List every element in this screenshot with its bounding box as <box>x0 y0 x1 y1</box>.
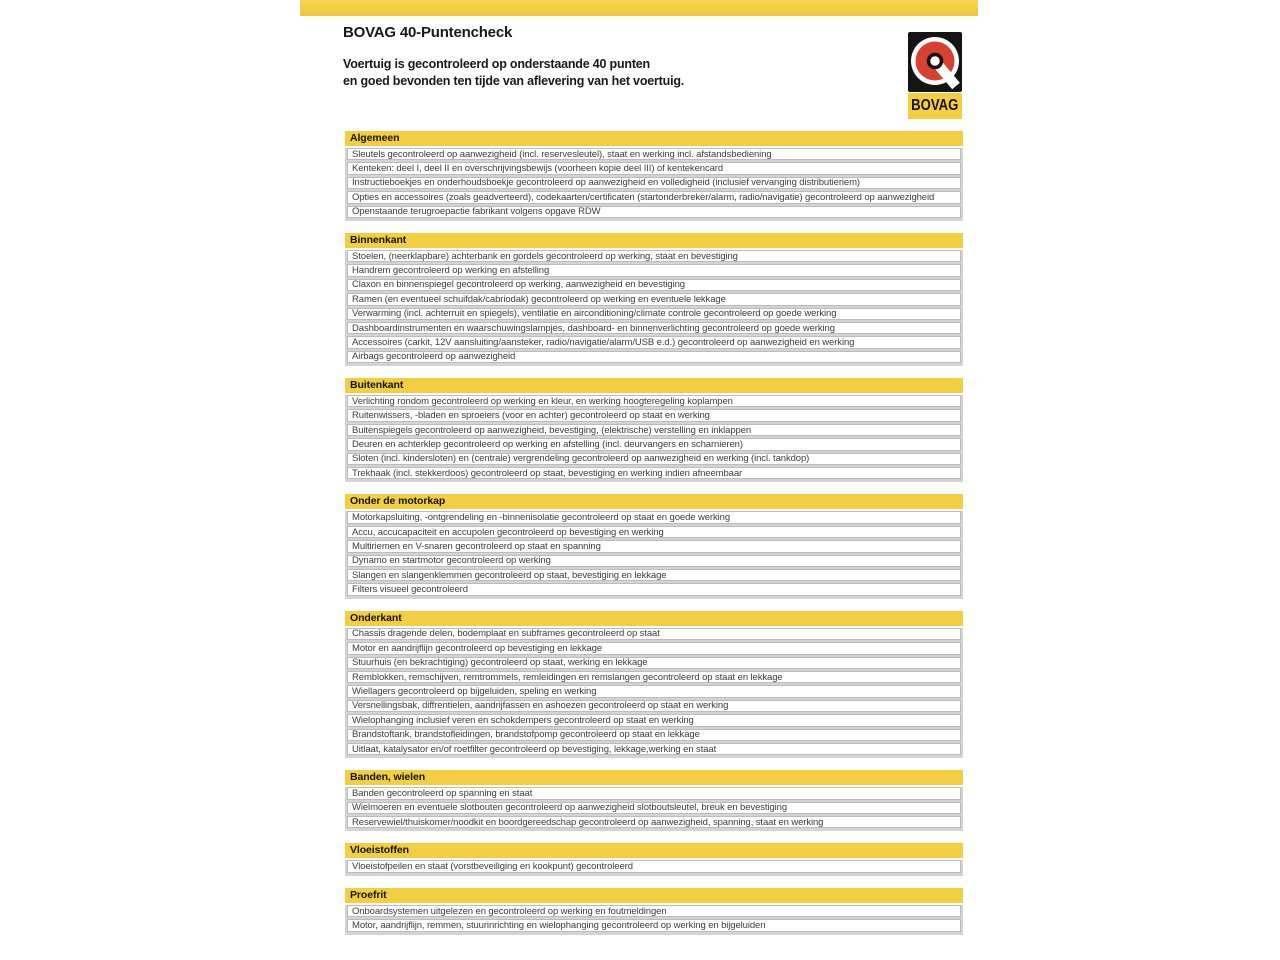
section-header: Algemeen <box>345 131 963 146</box>
checklist-item: Opties en accessoires (zoals geadverteerd), codekaarten/certificaten (startonderbreker/alarm, radio/navigatie) gecontroleerd op aanwezigheid <box>347 191 961 203</box>
section-header: Buitenkant <box>345 378 963 393</box>
checklist-item: Uitlaat, katalysator en/of roetfilter gecontroleerd op bevestiging, lekkage,werking en staat <box>347 743 961 755</box>
checklist-section <box>345 233 963 366</box>
checklist-item: Motor, aandrijflijn, remmen, stuurinrichting en wielophanging gecontroleerd op werking en bijgeluiden <box>347 919 961 931</box>
bovag-logo-wordmark <box>908 93 962 119</box>
checklist-section <box>345 611 963 759</box>
checklist-item: Brandstoftank, brandstofleidingen, brandstofpomp gecontroleerd op staat en lekkage <box>347 729 961 741</box>
section-rows <box>345 250 963 366</box>
checklist-item: Onboardsystemen uitgelezen en gecontroleerd op werking en foutmeldingen <box>347 905 961 917</box>
checklist-item: Multiriemen en V-snaren gecontroleerd op staat en spanning <box>347 540 961 552</box>
checklist-item: Handrem gecontroleerd op werking en afstelling <box>347 264 961 276</box>
checklist-item: Deuren en achterklep gecontroleerd op werking en afstelling (incl. deurvangers en scharnieren) <box>347 438 961 450</box>
checklist-item: Stoelen, (neerklapbare) achterbank en gordels gecontroleerd op werking, staat en bevestiging <box>347 250 961 262</box>
checklist-item: Motor en aandrijflijn gecontroleerd op bevestiging en lekkage <box>347 642 961 654</box>
section-header: Onderkant <box>345 611 963 626</box>
checklist-item: Openstaande terugroepactie fabrikant volgens opgave RDW <box>347 206 961 218</box>
checklist-item: Slangen en slangenklemmen gecontroleerd op staat, bevestiging en lekkage <box>347 569 961 581</box>
section-rows <box>345 860 963 875</box>
checklist-section <box>345 770 963 831</box>
section-rows <box>345 628 963 759</box>
checklist-item: Motorkapsluiting, -ontgrendeling en -binnenisolatie gecontroleerd op staat en goede werking <box>347 511 961 523</box>
checklist <box>345 131 963 947</box>
checklist-section <box>345 378 963 482</box>
section-header: Vloeistoffen <box>345 843 963 858</box>
page-subtitle <box>343 56 684 89</box>
bovag-logo-icon <box>908 32 962 92</box>
checklist-item: Ramen (en eventueel schuifdak/cabriodak) gecontroleerd op werking en eventuele lekkage <box>347 293 961 305</box>
checklist-section <box>345 843 963 875</box>
checklist-item: Remblokken, remschijven, remtrommels, remleidingen en remslangen gecontroleerd op staat en lekkage <box>347 671 961 683</box>
checklist-item: Chassis dragende delen, bodemplaat en subframes gecontroleerd op staat <box>347 628 961 640</box>
section-rows <box>345 511 963 598</box>
checklist-item: Banden gecontroleerd op spanning en staat <box>347 787 961 799</box>
checklist-item: Wielophanging inclusief veren en schokdempers gecontroleerd op staat en werking <box>347 714 961 726</box>
checklist-item: Stuurhuis (en bekrachtiging) gecontroleerd op staat, werking en lekkage <box>347 657 961 669</box>
checklist-item: Accu, accucapaciteit en accupolen gecontroleerd op bevestiging en werking <box>347 526 961 538</box>
checklist-item: Ruitenwissers, -bladen en sproeiers (voor en achter) gecontroleerd op staat en werking <box>347 409 961 421</box>
top-accent-bar <box>300 0 978 16</box>
checklist-section <box>345 888 963 935</box>
section-rows <box>345 148 963 221</box>
checklist-item: Kenteken: deel I, deel II en overschrijvingsbewijs (voorheen kopie deel III) of kentekencard <box>347 162 961 174</box>
checklist-section <box>345 131 963 221</box>
checklist-section <box>345 494 963 598</box>
checklist-item: Verlichting rondom gecontroleerd op werking en kleur, en werking hoogteregeling koplampen <box>347 395 961 407</box>
checklist-item: Dynamo en startmotor gecontroleerd op werking <box>347 555 961 567</box>
page-title: BOVAG 40-Puntencheck <box>343 24 513 41</box>
section-rows <box>345 395 963 482</box>
checklist-item: Dashboardinstrumenten en waarschuwingslampjes, dashboard- en binnenverlichting gecontroleerd op goede werking <box>347 322 961 334</box>
bovag-logo <box>908 32 962 119</box>
checklist-item: Versnellingsbak, diffrentielen, aandrijfassen en ashoezen gecontroleerd op staat en werking <box>347 700 961 712</box>
section-header: Onder de motorkap <box>345 494 963 509</box>
checklist-item: Sloten (incl. kindersloten) en (centrale) vergrendeling gecontroleerd op aanwezigheid en werking (incl. tankdop) <box>347 453 961 465</box>
page-subtitle-line2: en goed bevonden ten tijde van aflevering van het voertuig. <box>343 73 685 88</box>
checklist-item: Buitenspiegels gecontroleerd op aanwezigheid, bevestiging, (elektrische) verstelling en inklappen <box>347 424 961 436</box>
section-header: Banden, wielen <box>345 770 963 785</box>
section-rows <box>345 787 963 831</box>
checklist-item: Reservewiel/thuiskomer/noodkit en boordgereedschap gecontroleerd op aanwezigheid, spanning, staat en werking <box>347 816 961 828</box>
checklist-item: Vloeistofpeilen en staat (vorstbeveiliging en kookpunt) gecontroleerd <box>347 860 961 872</box>
checklist-item: Filters visueel gecontroleerd <box>347 583 961 595</box>
checklist-item: Sleutels gecontroleerd op aanwezigheid (incl. reservesleutel), staat en werking incl. afstandsbediening <box>347 148 961 160</box>
section-header: Binnenkant <box>345 233 963 248</box>
checklist-item: Airbags gecontroleerd op aanwezigheid <box>347 351 961 363</box>
section-rows <box>345 905 963 935</box>
page-subtitle-line1: Voertuig is gecontroleerd op onderstaande 40 punten <box>343 57 650 71</box>
bovag-logo-text: BOVAG <box>911 97 959 114</box>
checklist-item: Accessoires (carkit, 12V aansluiting/aansteker, radio/navigatie/alarm/USB e.d.) gecontroleerd op aanwezigheid en werking <box>347 336 961 348</box>
checklist-item: Verwarming (incl. achterruit en spiegels), ventilatie en airconditioning/climate controle gecontroleerd op goede werking <box>347 308 961 320</box>
checklist-item: Instructieboekjes en onderhoudsboekje gecontroleerd op aanwezigheid en volledigheid (inclusief vervanging distributieriem) <box>347 177 961 189</box>
checklist-item: Wiellagers gecontroleerd op bijgeluiden, speling en werking <box>347 685 961 697</box>
checklist-item: Claxon en binnenspiegel gecontroleerd op werking, aanwezigheid en bevestiging <box>347 279 961 291</box>
section-header: Proefrit <box>345 888 963 903</box>
checklist-item: Trekhaak (incl. stekkerdoos) gecontroleerd op staat, bevestiging en werking indien afneembaar <box>347 467 961 479</box>
checklist-item: Wielmoeren en eventuele slotbouten gecontroleerd op aanwezigheid slotboutsleutel, breuk en bevestiging <box>347 802 961 814</box>
